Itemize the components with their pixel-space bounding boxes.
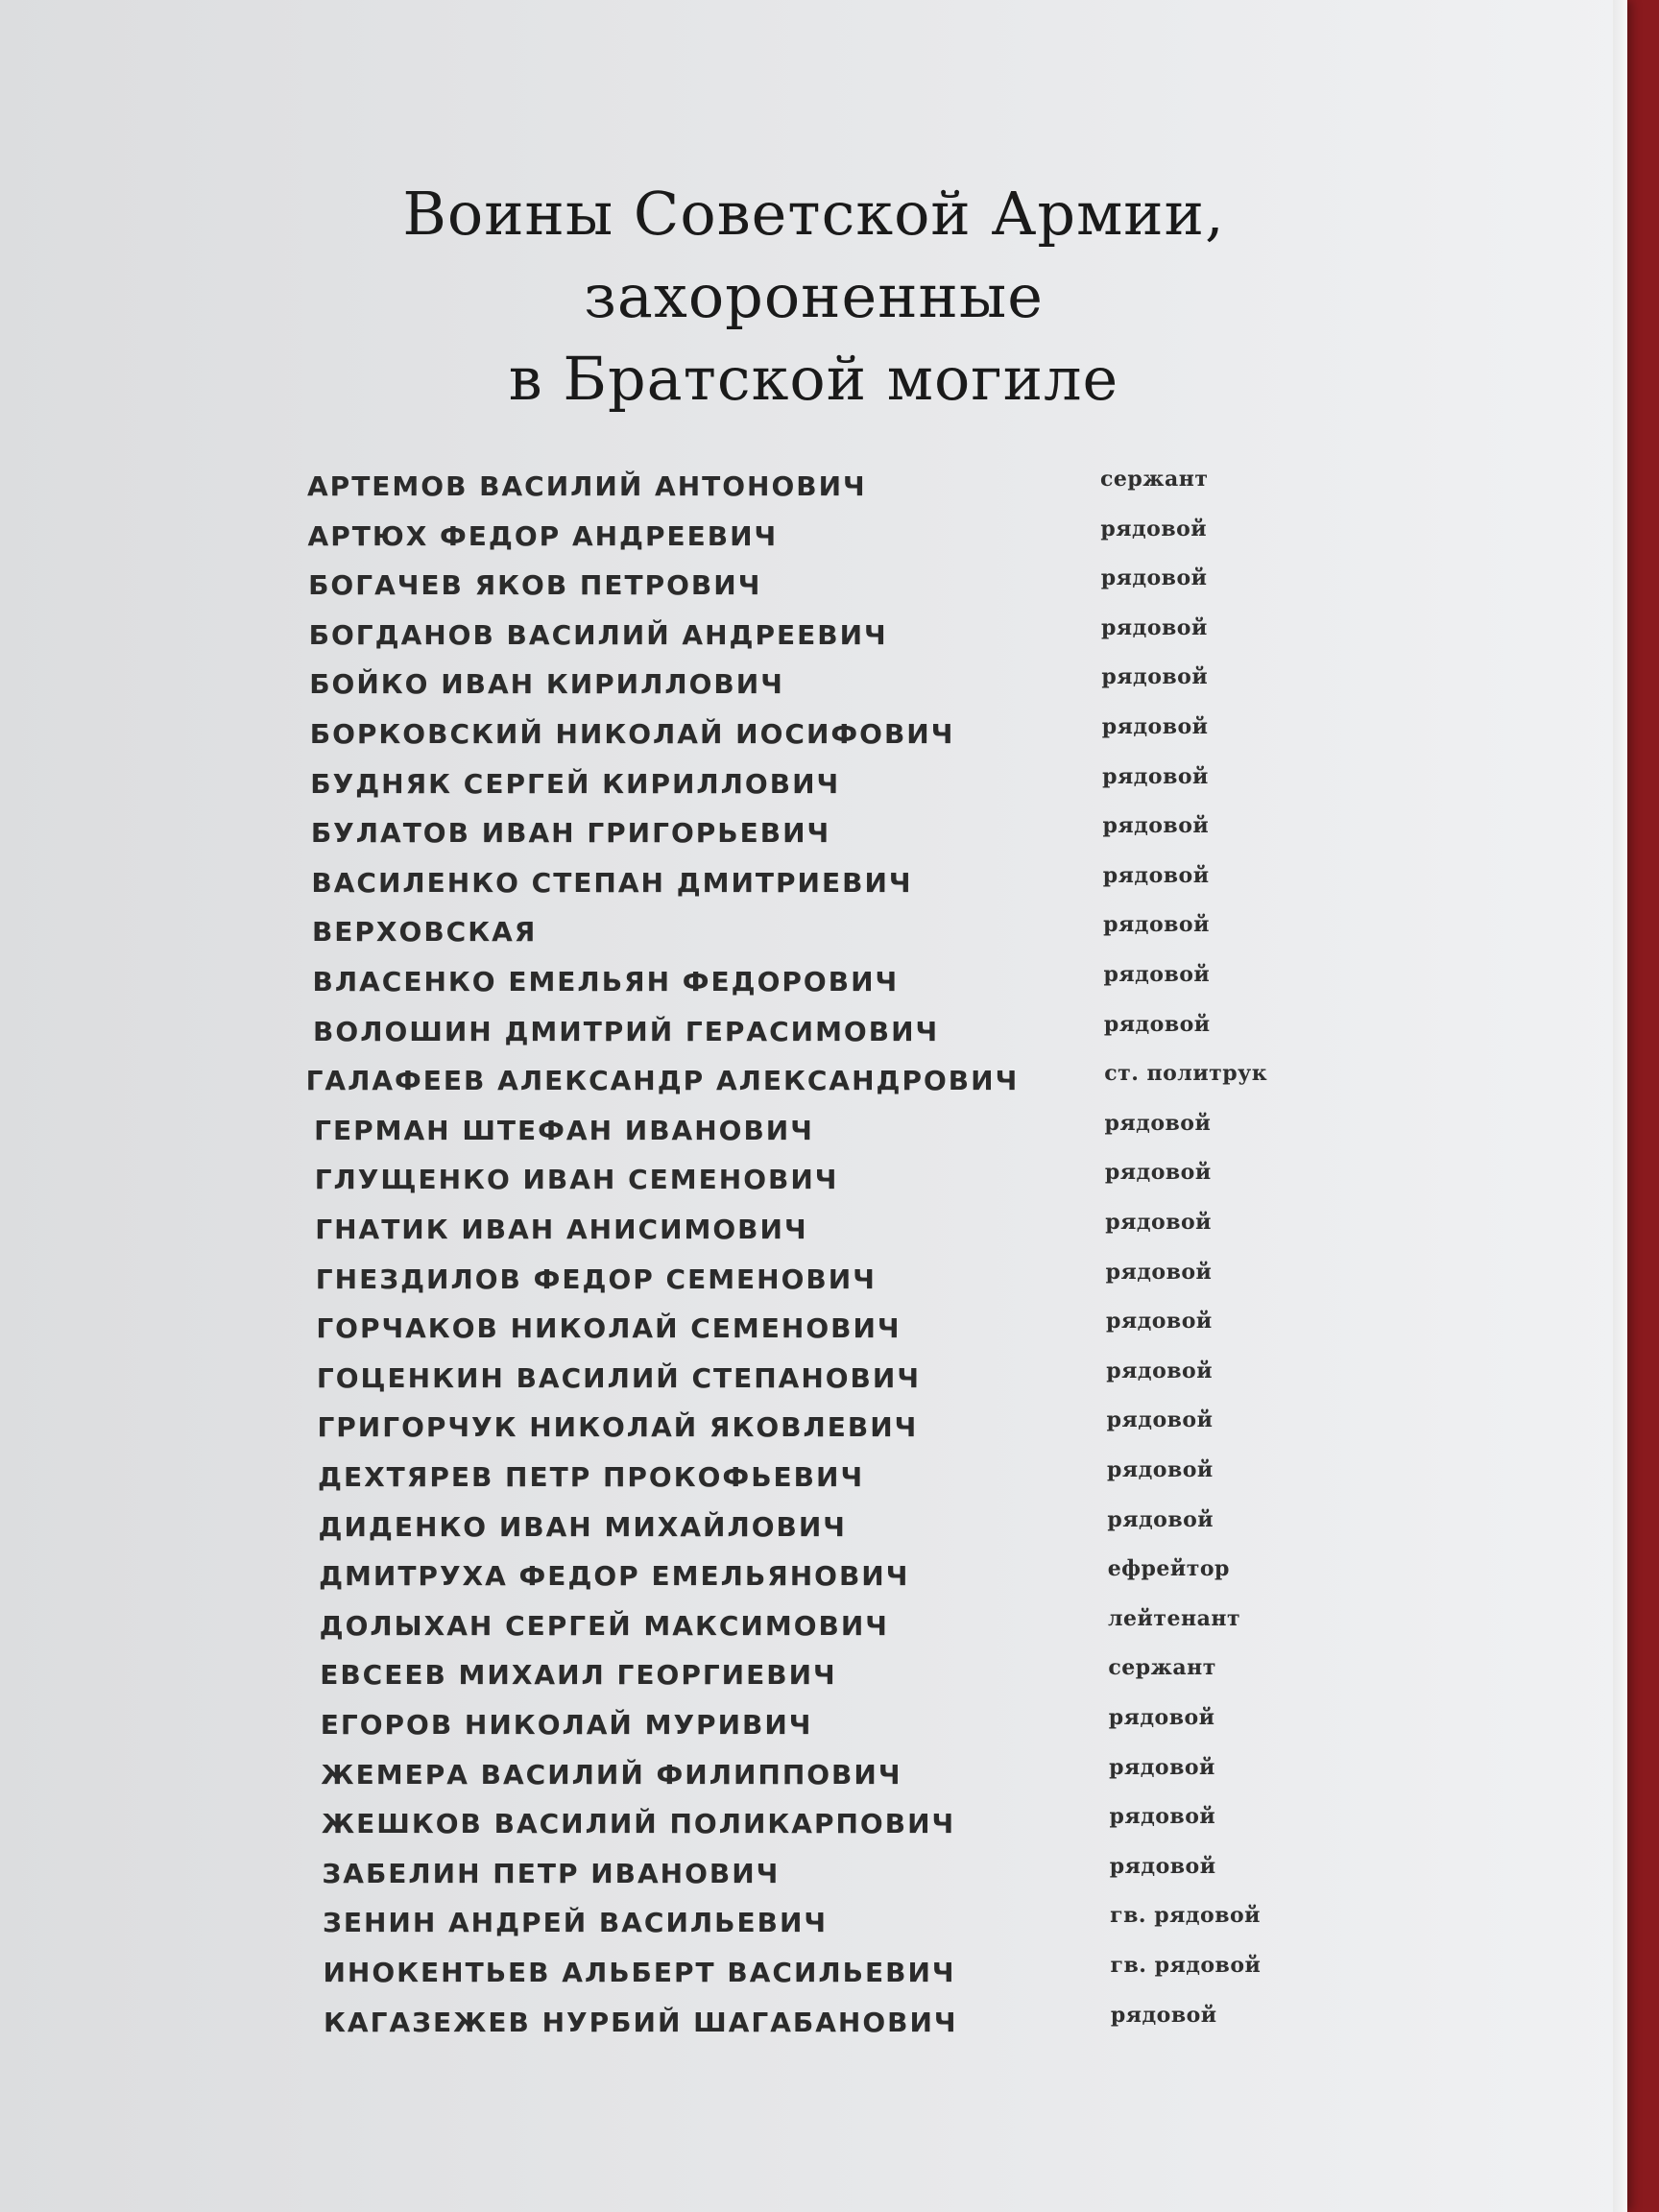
- title-line-3: в Братской могиле: [508, 344, 1119, 414]
- soldier-rank: рядовой: [1101, 614, 1208, 640]
- list-entry: [0, 1506, 1627, 1550]
- list-entry: [0, 1210, 1627, 1252]
- soldier-rank: рядовой: [1110, 2002, 1217, 2028]
- list-entry: [0, 1903, 1627, 1945]
- list-entry: [0, 664, 1627, 707]
- soldier-name: ЖЕШКОВ ВАСИЛИЙ ПОЛИКАРПОВИЧ: [321, 1808, 956, 1840]
- list-entry: [0, 2002, 1627, 2045]
- list-entry: [0, 1110, 1627, 1153]
- list-entry: [0, 1853, 1627, 1896]
- list-entry: [0, 1407, 1627, 1450]
- list-entry: [0, 1655, 1627, 1697]
- soldier-rank: рядовой: [1102, 813, 1210, 839]
- soldier-name: ГРИГОРЧУК НИКОЛАЙ ЯКОВЛЕВИЧ: [317, 1411, 919, 1444]
- list-entry: [0, 912, 1627, 954]
- soldier-name: ГЛУЩЕНКО ИВАН СЕМЕНОВИЧ: [314, 1164, 839, 1196]
- list-entry: [0, 1754, 1627, 1797]
- list-entry: [0, 1804, 1627, 1846]
- soldier-name: ЕГОРОВ НИКОЛАЙ МУРИВИЧ: [320, 1709, 813, 1741]
- soldier-name: ЖЕМЕРА ВАСИЛИЙ ФИЛИППОВИЧ: [321, 1758, 902, 1791]
- soldier-name: ГНЕЗДИЛОВ ФЕДОР СЕМЕНОВИЧ: [315, 1262, 877, 1295]
- soldier-rank: рядовой: [1105, 1259, 1213, 1285]
- soldier-name: БУЛАТОВ ИВАН ГРИГОРЬЕВИЧ: [310, 817, 831, 850]
- soldier-rank: гв. рядовой: [1110, 1953, 1262, 1978]
- soldier-rank: гв. рядовой: [1110, 1903, 1261, 1929]
- soldier-name: ГАЛАФЕЕВ АЛЕКСАНДР АЛЕКСАНДРОВИЧ: [305, 1065, 1020, 1097]
- soldier-rank: рядовой: [1104, 1160, 1212, 1186]
- soldier-rank: ефрейтор: [1107, 1556, 1230, 1582]
- soldier-name: ДИДЕНКО ИВАН МИХАЙЛОВИЧ: [318, 1510, 847, 1543]
- list-entry: [0, 1259, 1627, 1302]
- list-entry: [0, 1358, 1627, 1401]
- soldier-name: БОРКОВСКИЙ НИКОЛАЙ ИОСИФОВИЧ: [309, 718, 955, 750]
- list-entry: [0, 1556, 1627, 1599]
- list-entry: [0, 1605, 1627, 1648]
- soldier-rank: сержант: [1100, 467, 1209, 492]
- list-entry: [0, 1309, 1627, 1351]
- soldier-name: ИНОКЕНТЬЕВ АЛЬБЕРТ ВАСИЛЬЕВИЧ: [323, 1957, 956, 1988]
- soldier-rank: ст. политрук: [1104, 1061, 1268, 1087]
- list-entry: [0, 813, 1627, 855]
- soldier-rank: рядовой: [1100, 565, 1208, 591]
- soldier-name: ГНАТИК ИВАН АНИСИМОВИЧ: [315, 1214, 808, 1245]
- soldier-name: КАГАЗЕЖЕВ НУРБИЙ ШАГАБАНОВИЧ: [324, 2006, 958, 2038]
- soldier-rank: рядовой: [1105, 1309, 1213, 1334]
- soldier-rank: рядовой: [1102, 763, 1209, 789]
- soldier-name: ДЕХТЯРЕВ ПЕТР ПРОКОФЬЕВИЧ: [318, 1461, 865, 1493]
- soldier-rank: рядовой: [1108, 1705, 1215, 1730]
- soldier-rank: рядовой: [1103, 912, 1210, 938]
- list-entry: [0, 1457, 1627, 1500]
- list-entry: [0, 467, 1627, 509]
- soldier-name: ДОЛЫХАН СЕРГЕЙ МАКСИМОВИЧ: [319, 1609, 889, 1642]
- soldier-rank: лейтенант: [1108, 1605, 1241, 1631]
- soldier-rank: сержант: [1108, 1655, 1216, 1681]
- list-entry: [0, 516, 1627, 559]
- list-entry: [0, 1705, 1627, 1747]
- soldier-name: ВЕРХОВСКАЯ: [311, 916, 538, 949]
- soldier-rank: рядовой: [1106, 1358, 1214, 1383]
- soldier-name: ВЛАСЕНКО ЕМЕЛЬЯН ФЕДОРОВИЧ: [312, 966, 900, 998]
- soldier-name: БОГАЧЕВ ЯКОВ ПЕТРОВИЧ: [308, 569, 762, 602]
- soldier-name: ГОРЧАКОВ НИКОЛАЙ СЕМЕНОВИЧ: [316, 1312, 902, 1345]
- soldier-name: ДМИТРУХА ФЕДОР ЕМЕЛЬЯНОВИЧ: [319, 1560, 910, 1593]
- list-entry: [0, 565, 1627, 608]
- soldier-rank: рядовой: [1101, 714, 1209, 739]
- soldier-name: ВОЛОШИН ДМИТРИЙ ГЕРАСИМОВИЧ: [313, 1015, 940, 1047]
- list-entry: [0, 714, 1627, 757]
- title-line-2: захороненные: [584, 261, 1044, 331]
- soldier-name: ЕВСЕЕВ МИХАИЛ ГЕОРГИЕВИЧ: [320, 1659, 837, 1692]
- soldier-rank: рядовой: [1106, 1407, 1214, 1433]
- soldier-name: БУДНЯК СЕРГЕЙ КИРИЛЛОВИЧ: [310, 767, 841, 800]
- soldier-rank: рядовой: [1107, 1506, 1214, 1532]
- soldier-name: БОЙКО ИВАН КИРИЛЛОВИЧ: [309, 668, 784, 701]
- list-entry: [0, 862, 1627, 905]
- list-entry: [0, 1011, 1627, 1054]
- soldier-rank: рядовой: [1101, 664, 1209, 690]
- soldier-name: ЗЕНИН АНДРЕЙ ВАСИЛЬЕВИЧ: [322, 1907, 828, 1939]
- soldier-rank: рядовой: [1105, 1210, 1212, 1235]
- soldier-rank: рядовой: [1109, 1754, 1215, 1780]
- soldier-name: ГОЦЕНКИН ВАСИЛИЙ СТЕПАНОВИЧ: [316, 1361, 921, 1394]
- soldier-rank: рядовой: [1107, 1457, 1214, 1482]
- soldier-rank: рядовой: [1109, 1853, 1216, 1879]
- soldier-name: АРТЮХ ФЕДОР АНДРЕЕВИЧ: [307, 519, 779, 552]
- list-entry: [0, 1061, 1627, 1103]
- list-entry: [0, 962, 1627, 1004]
- soldier-rank: рядовой: [1109, 1804, 1216, 1830]
- soldier-name: ЗАБЕЛИН ПЕТР ИВАНОВИЧ: [322, 1857, 781, 1889]
- soldier-rank: рядовой: [1100, 516, 1208, 541]
- soldier-name: ВАСИЛЕНКО СТЕПАН ДМИТРИЕВИЧ: [311, 866, 913, 899]
- list-entry: [0, 614, 1627, 658]
- list-entry: [0, 1953, 1627, 1995]
- soldier-rank: рядовой: [1103, 1011, 1211, 1037]
- soldier-name: АРТЕМОВ ВАСИЛИЙ АНТОНОВИЧ: [307, 470, 867, 502]
- soldier-rank: рядовой: [1104, 1110, 1212, 1136]
- list-entry: [0, 1160, 1627, 1202]
- soldier-name: ГЕРМАН ШТЕФАН ИВАНОВИЧ: [314, 1114, 814, 1146]
- title-line-1: Воины Советской Армии,: [402, 179, 1225, 249]
- soldier-rank: рядовой: [1103, 962, 1211, 987]
- soldier-name: БОГДАНОВ ВАСИЛИЙ АНДРЕЕВИЧ: [308, 618, 888, 651]
- list-entry: [0, 763, 1627, 806]
- soldier-rank: рядовой: [1102, 862, 1210, 888]
